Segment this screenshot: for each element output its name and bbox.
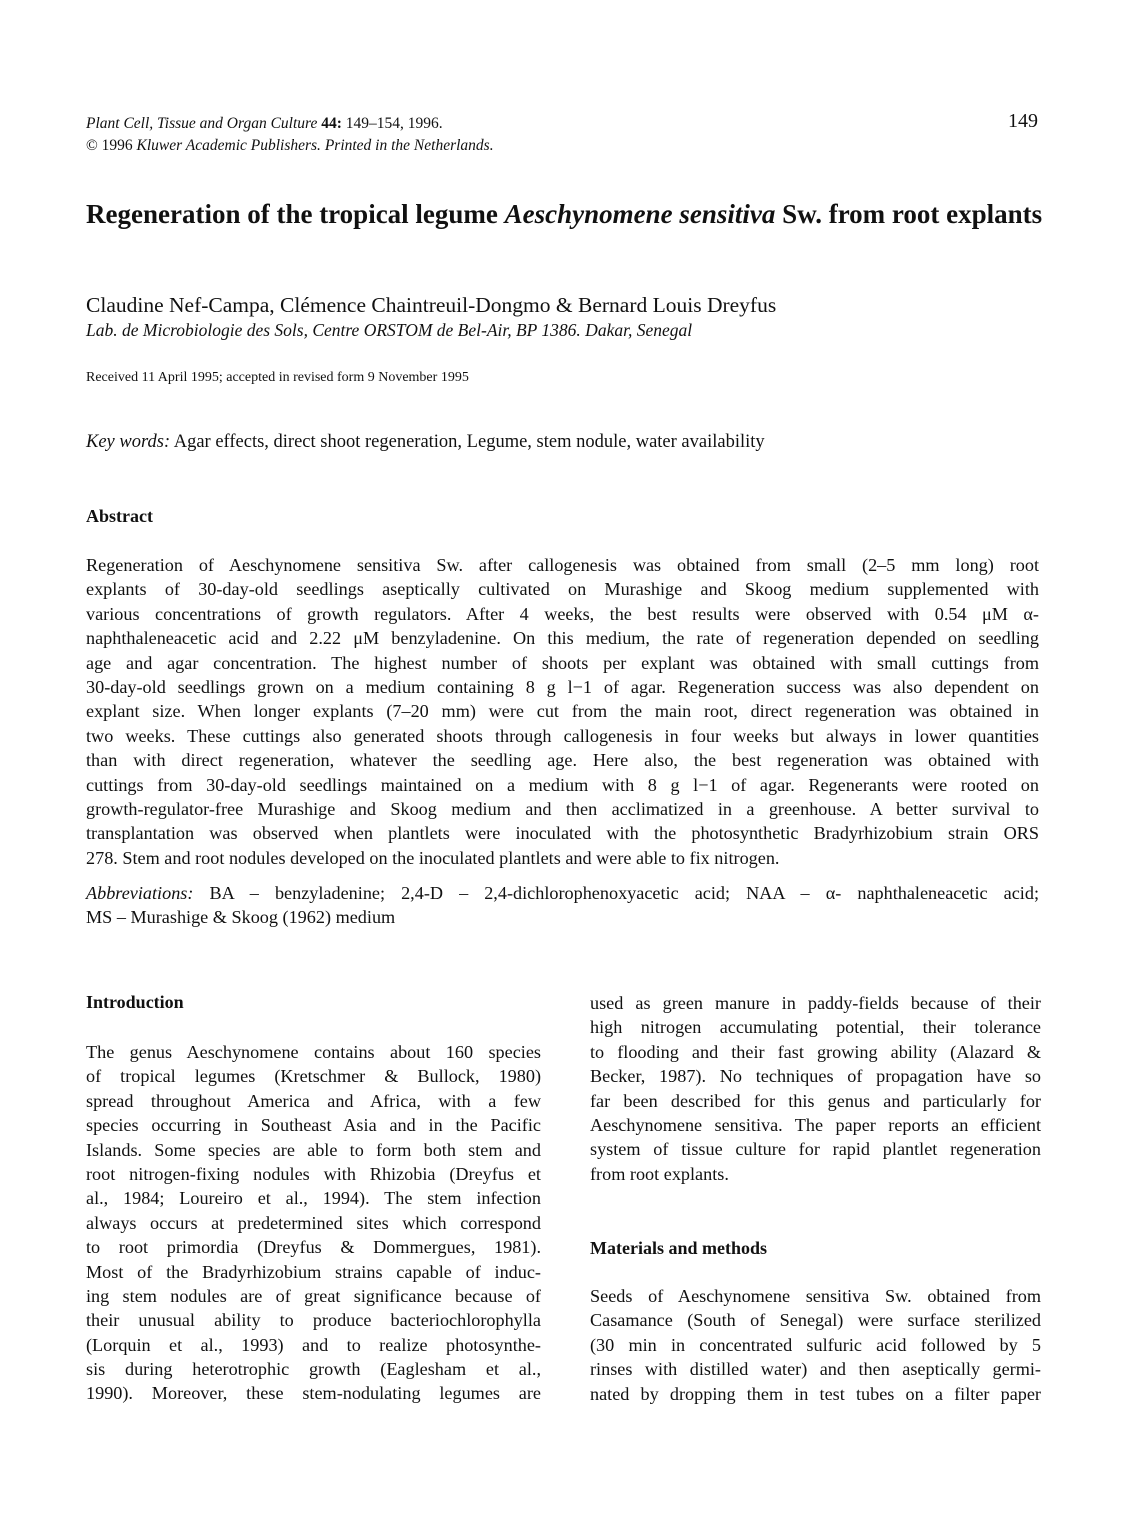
abstract-line: age and agar concentration. The highest number of shoots per explant was obtained with small cuttings from: [86, 652, 1039, 673]
abstract-line: cuttings from 30-day-old seedlings maintained on a medium with 8 g l−1 of agar. Regenerants were rooted on: [86, 774, 1039, 795]
intro-line: species occurring in Southeast Asia and in the Pacific: [86, 1115, 541, 1136]
methods-line: rinses with distilled water) and then aseptically germi-: [590, 1359, 1041, 1380]
abstract-line: growth-regulator-free Murashige and Skoog medium and then acclimatized in a greenhouse. A better survival to: [86, 798, 1039, 819]
methods-body: [590, 1284, 1041, 1406]
abstract-heading: Abstract: [86, 506, 153, 526]
introduction-heading: Introduction: [86, 992, 184, 1012]
abstract-line: various concentrations of growth regulators. After 4 weeks, the best results were observed with 0.54 μM α-: [86, 603, 1039, 624]
keywords-list: Agar effects, direct shoot regeneration, Legume, stem nodule, water availability: [173, 432, 765, 452]
abstract-line: naphthaleneacetic acid and 2.22 μM benzyladenine. On this medium, the rate of regeneration depended on seedling: [86, 628, 1039, 649]
intro-cont-line: Becker, 1987). No techniques of propagation have so: [590, 1066, 1041, 1087]
intro-line: 1990). Moreover, these stem-nodulating legumes are: [86, 1383, 541, 1404]
intro-line: Islands. Some species are able to form both stem and: [86, 1139, 541, 1160]
abbreviations-label: Abbreviations:: [86, 883, 194, 903]
abstract-line: two weeks. These cuttings also generated shoots through callogenesis in four weeks but always in lower quantities: [86, 725, 1039, 746]
intro-line: their unusual ability to produce bacteriochlorophylla: [86, 1310, 541, 1331]
abstract-line: than with direct regeneration, whatever the seedling age. Here also, the best regeneration was obtained with: [86, 750, 1039, 771]
page-number: 149: [1008, 110, 1038, 132]
introduction-continued: [590, 991, 1041, 1186]
methods-line: nated by dropping them in test tubes on a filter paper: [590, 1383, 1041, 1404]
abstract-line: transplantation was observed when plantlets were inoculated with the photosynthetic Bradyrhizobium strain ORS: [86, 823, 1039, 844]
intro-cont-line: used as green manure in paddy-fields because of their: [590, 993, 1041, 1013]
journal-volume: 44:: [321, 115, 342, 132]
intro-cont-line: far been described for this genus and particularly for: [590, 1090, 1041, 1111]
intro-line: sis during heterotrophic growth (Eaglesham et al.,: [86, 1359, 541, 1380]
copyright: © 1996: [86, 137, 133, 154]
authors: Claudine Nef-Campa, Clémence Chaintreuil-Dongmo & Bernard Louis Dreyfus: [86, 293, 777, 317]
methods-line: Casamance (South of Senegal) were surface sterilized: [590, 1310, 1041, 1331]
intro-line: spread throughout America and Africa, with a few: [86, 1090, 541, 1111]
abstract-line: 30-day-old seedlings grown on a medium containing 8 g l−1 of agar. Regeneration success was also dependent on: [86, 676, 1039, 697]
abstract-line: explants of 30-day-old seedlings aseptically cultivated on Murashige and Skoog medium supplemented with: [86, 579, 1039, 600]
title-text-end: Sw. from root explants: [775, 199, 1043, 229]
keywords: [86, 432, 765, 453]
intro-line: (Lorquin et al., 1993) and to realize photosynthe-: [86, 1334, 541, 1355]
abbreviations: [86, 881, 1039, 930]
journal-line-1: [86, 113, 494, 135]
methods-line: Seeds of Aeschynomene sensitiva Sw. obtained from: [590, 1286, 1041, 1306]
abbreviations-line-2: MS – Murashige & Skoog (1962) medium: [86, 907, 396, 928]
intro-line: of tropical legumes (Kretschmer & Bullock, 1980): [86, 1066, 541, 1087]
journal-name: Plant Cell, Tissue and Organ Culture: [86, 115, 318, 132]
methods-line: (30 min in concentrated sulfuric acid followed by 5: [590, 1334, 1041, 1355]
abstract-body: [86, 553, 1039, 870]
abstract-line: Regeneration of Aeschynomene sensitiva Sw. after callogenesis was obtained from small (2–5 mm long) root: [86, 555, 1039, 575]
intro-line: The genus Aeschynomene contains about 160 species: [86, 1042, 541, 1062]
abstract-line: 278. Stem and root nodules developed on the inoculated plantlets and were able to fix nitrogen.: [86, 847, 780, 868]
abbreviations-line-1: [86, 881, 1039, 905]
intro-line: to root primordia (Dreyfus & Dommergues, 1981).: [86, 1237, 541, 1258]
journal-pages: 149–154, 1996.: [345, 115, 443, 132]
article-title: [86, 198, 1046, 230]
intro-line: Most of the Bradyrhizobium strains capable of induc-: [86, 1261, 541, 1282]
keywords-label: Key words:: [86, 432, 171, 452]
printed-in: Printed in the Netherlands.: [324, 137, 494, 154]
intro-line: always occurs at predetermined sites which correspond: [86, 1212, 541, 1233]
intro-line: ing stem nodules are of great significance because of: [86, 1285, 541, 1306]
introduction-body: [86, 1040, 541, 1406]
affiliation: Lab. de Microbiologie des Sols, Centre ORSTOM de Bel-Air, BP 1386. Dakar, Senegal: [86, 320, 693, 340]
abstract-line: explant size. When longer explants (7–20 mm) were cut from the main root, direct regeneration was obtained in: [86, 701, 1039, 722]
intro-cont-line: Aeschynomene sensitiva. The paper reports an efficient: [590, 1114, 1041, 1135]
intro-cont-line: to flooding and their fast growing ability (Alazard &: [590, 1041, 1041, 1062]
publisher: Kluwer Academic Publishers.: [136, 137, 321, 154]
methods-heading: Materials and methods: [590, 1238, 767, 1258]
intro-line: al., 1984; Loureiro et al., 1994). The stem infection: [86, 1188, 541, 1209]
intro-cont-line: from root explants.: [590, 1163, 729, 1184]
abbreviations-text: BA – benzyladenine; 2,4-D – 2,4-dichlorophenoxyacetic acid; NAA – α- naphthaleneacetic acid;: [209, 883, 1040, 903]
received-dates: Received 11 April 1995; accepted in revised form 9 November 1995: [86, 370, 469, 385]
journal-citation: [86, 113, 494, 157]
intro-line: root nitrogen-fixing nodules with Rhizobia (Dreyfus et: [86, 1163, 541, 1184]
intro-cont-line: high nitrogen accumulating potential, their tolerance: [590, 1017, 1041, 1038]
title-species: Aeschynomene sensitiva: [504, 199, 776, 229]
intro-cont-line: system of tissue culture for rapid plantlet regeneration: [590, 1139, 1041, 1160]
journal-line-2: [86, 135, 494, 157]
title-text: Regeneration of the tropical legume: [86, 199, 505, 229]
